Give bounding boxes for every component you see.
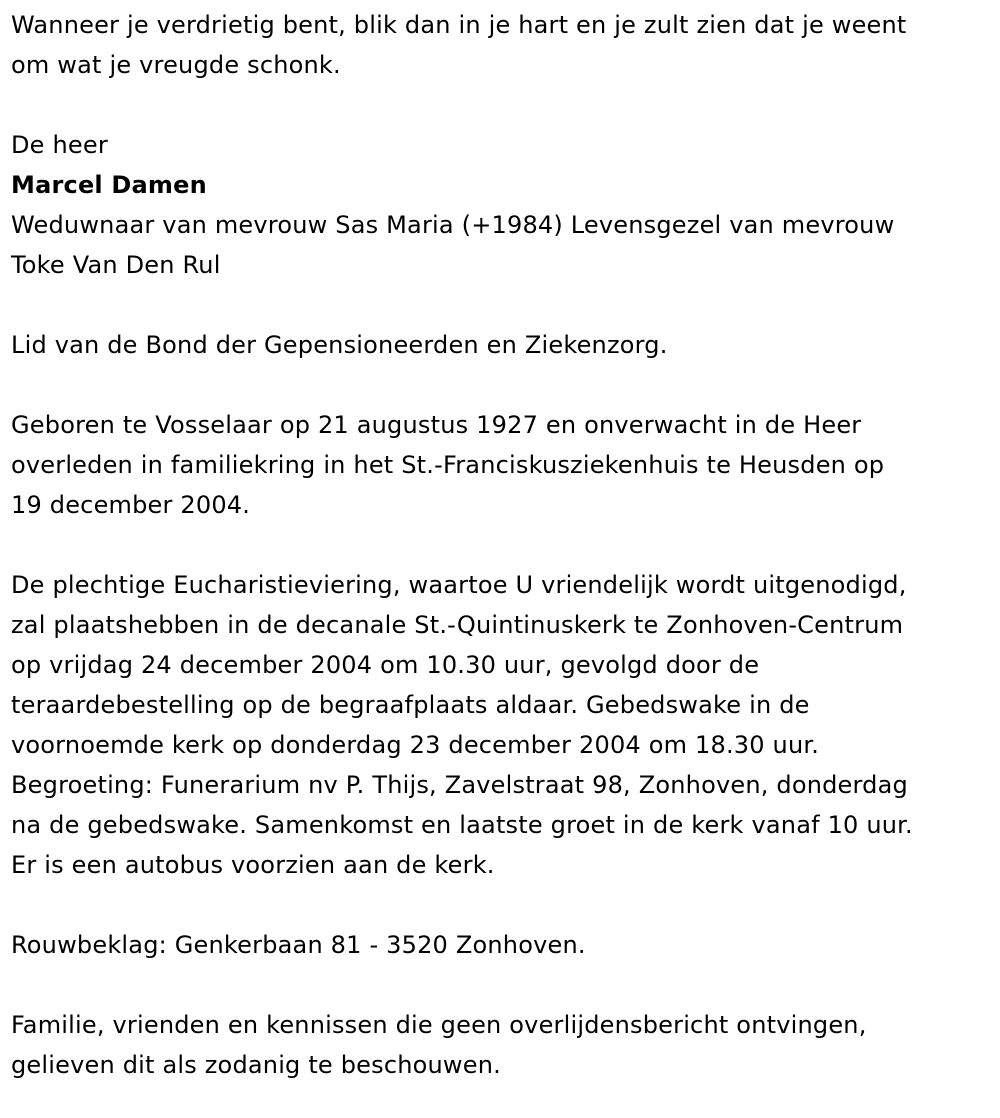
membership-line: Lid van de Bond der Gepensioneerden en Ziekenzorg. xyxy=(11,331,668,359)
ceremony-line: voornoemde kerk op donderdag 23 december 2004 om 18.30 uur. xyxy=(11,731,820,759)
paragraph-gap xyxy=(11,85,995,125)
closing-line: gelieven dit als zodanig te beschouwen. xyxy=(11,1051,501,1079)
motto xyxy=(11,0,995,85)
motto-line: Wanneer je verdrietig bent, blik dan in je hart en je zult zien dat je weent xyxy=(11,11,907,39)
relation xyxy=(11,205,995,285)
paragraph-gap xyxy=(11,965,995,1005)
salutation: De heer xyxy=(11,131,108,159)
condolence-line: Rouwbeklag: Genkerbaan 81 - 3520 Zonhoven. xyxy=(11,931,586,959)
relation-line: Toke Van Den Rul xyxy=(11,251,221,279)
ceremony-line: De plechtige Eucharistieviering, waartoe U vriendelijk wordt uitgenodigd, xyxy=(11,571,907,599)
birth-death-line: overleden in familiekring in het St.-Franciskusziekenhuis te Heusden op xyxy=(11,451,885,479)
relation-line: Weduwnaar van mevrouw Sas Maria (+1984) Levensgezel van mevrouw xyxy=(11,211,895,239)
death-notice xyxy=(11,0,995,1085)
closing xyxy=(11,1005,995,1085)
ceremony-line: teraardebestelling op de begraafplaats aldaar. Gebedswake in de xyxy=(11,691,810,719)
membership xyxy=(11,325,995,365)
closing-line: Familie, vrienden en kennissen die geen overlijdensbericht ontvingen, xyxy=(11,1011,867,1039)
birth-death-line: Geboren te Vosselaar op 21 augustus 1927 en onverwacht in de Heer xyxy=(11,411,862,439)
paragraph-gap xyxy=(11,365,995,405)
birth-death-line: 19 december 2004. xyxy=(11,491,251,519)
birth-death xyxy=(11,405,995,525)
ceremony-line: op vrijdag 24 december 2004 om 10.30 uur, gevolgd door de xyxy=(11,651,760,679)
paragraph-gap xyxy=(11,525,995,565)
paragraph-gap xyxy=(11,285,995,325)
condolence-address xyxy=(11,925,995,965)
ceremony-line: Begroeting: Funerarium nv P. Thijs, Zavelstraat 98, Zonhoven, donderdag xyxy=(11,771,908,799)
deceased-name: Marcel Damen xyxy=(11,171,207,199)
paragraph-gap xyxy=(11,885,995,925)
ceremony-line: na de gebedswake. Samenkomst en laatste groet in de kerk vanaf 10 uur. xyxy=(11,811,913,839)
motto-line: om wat je vreugde schonk. xyxy=(11,51,341,79)
ceremony-line: zal plaatshebben in de decanale St.-Quintinuskerk te Zonhoven-Centrum xyxy=(11,611,904,639)
ceremony xyxy=(11,565,995,885)
ceremony-line: Er is een autobus voorzien aan de kerk. xyxy=(11,851,495,879)
